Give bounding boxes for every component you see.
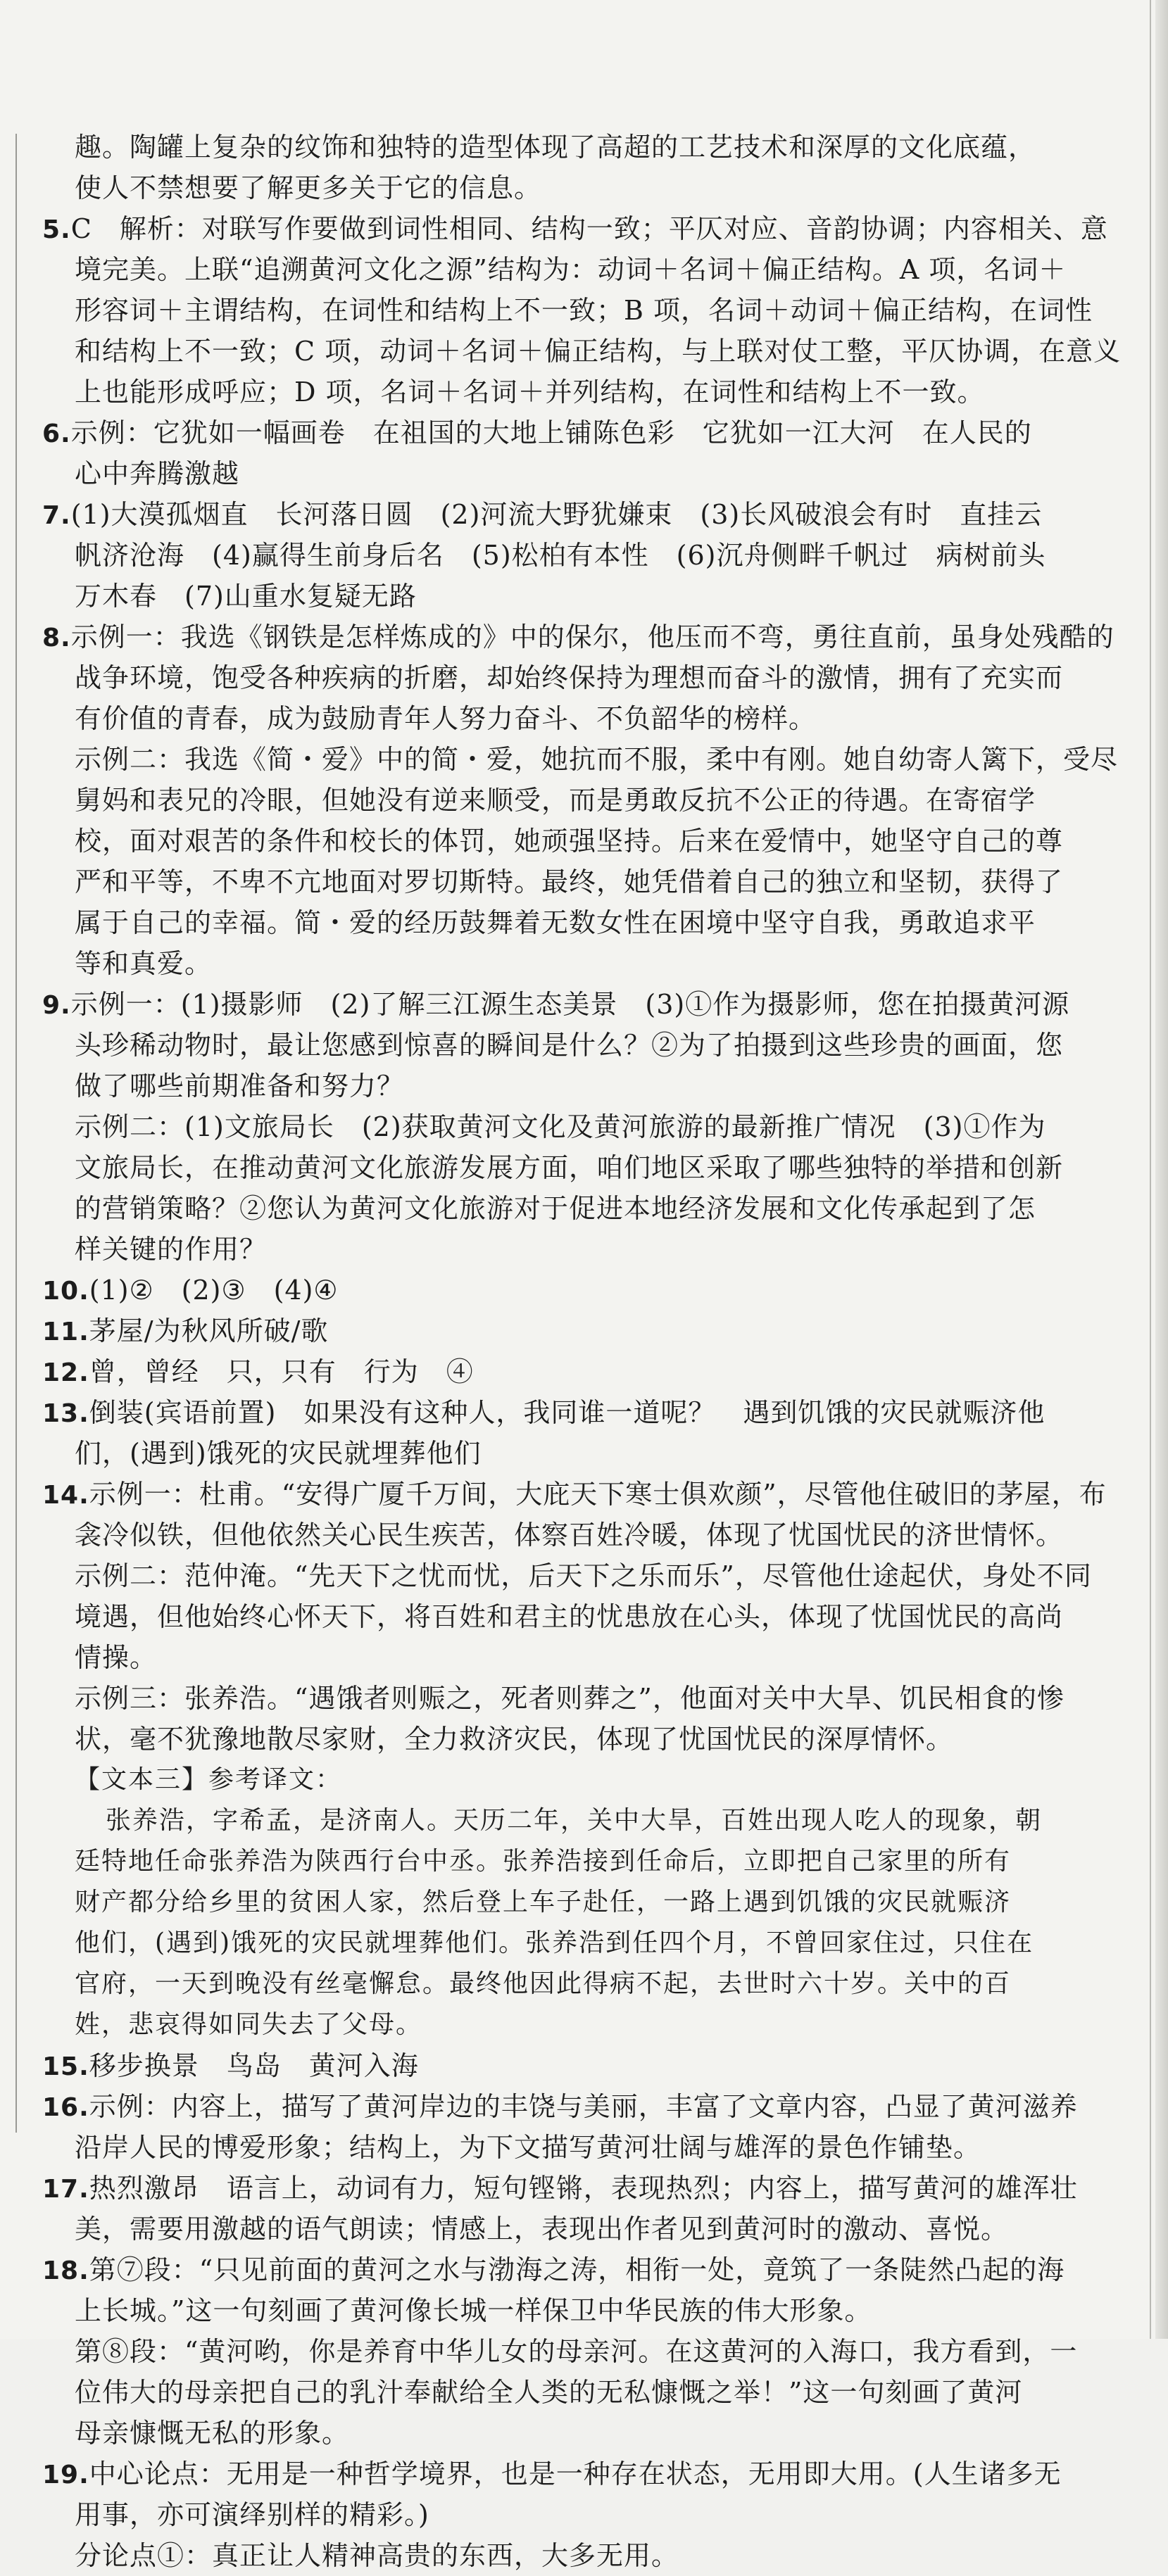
text-line — [42, 1923, 1034, 1964]
text-line — [42, 1515, 1064, 1555]
page-edge-shadow — [1155, 0, 1168, 2339]
text-line — [42, 2331, 1078, 2372]
line-text: 茅屋/为秋风所破/歌 — [89, 1315, 329, 1346]
line-text: 第⑦段：“只见前面的黄河之水与渤海之涛，相衔一处，竟筑了一条陡然凸起的海 — [89, 2254, 1065, 2285]
binding-rule — [15, 134, 17, 2133]
question-number: 6. — [42, 419, 71, 448]
line-text: 心中奔腾激越 — [75, 458, 240, 489]
line-text: 廷特地任命张养浩为陕西行台中丞。张养浩接到任命后，立即把自己家里的所有 — [75, 1847, 1012, 1876]
text-line — [42, 1882, 1028, 1923]
line-text: 示例二：范仲淹。“先天下之忧而忧，后天下之乐而乐”，尽管他仕途起伏，身处不同 — [75, 1560, 1092, 1591]
question-number: 5. — [42, 215, 71, 244]
line-text: 示例一：我选《钢铁是怎样炼成的》中的保尔，他压而不弯，勇往直前，虽身处残酷的 — [70, 621, 1114, 652]
text-line — [42, 2290, 1028, 2331]
text-line — [42, 1106, 1046, 1147]
text-line — [42, 2413, 1028, 2454]
text-line — [42, 1433, 1028, 1474]
line-text: 示例三：张养浩。“遇饿者则赈之，死者则葬之”，他面对关中大旱、饥民相食的惨 — [75, 1683, 1065, 1714]
line-text: 上也能形成呼应；D 项，名词＋名词＋并列结构，在词性和结构上不一致。 — [75, 377, 985, 408]
text-line — [42, 453, 1028, 494]
line-text: 示例二：我选《简・爱》中的简・爱，她抗而不服，柔中有刚。她自幼寄人篱下，受尽 — [75, 744, 1119, 775]
line-text: 他们，(遇到)饿死的灾民就埋葬他们。张养浩到任四个月，不曾回家住过，只住在 — [75, 1928, 1034, 1957]
text-line — [42, 494, 1043, 535]
text-line — [42, 1351, 1028, 1392]
text-line — [42, 2454, 1062, 2494]
line-text: 舅妈和表兄的冷眼，但她没有逆来顺受，而是勇敢反抗不公正的待遇。在寄宿学 — [75, 785, 1036, 816]
text-line — [42, 902, 1036, 943]
line-text: 中心论点：无用是一种哲学境界，也是一种存在状态，无用即大用。(人生诸多无 — [89, 2458, 1062, 2489]
line-text: 位伟大的母亲把自己的乳汁奉献给全人类的无私慷慨之举！”这一句刻画了黄河 — [75, 2377, 1023, 2408]
line-text: 和结构上不一致；C 项，动词＋名词＋偏正结构，与上联对仗工整，平仄协调，在意义 — [75, 336, 1122, 367]
question-number: 19. — [42, 2461, 89, 2489]
line-text: 示例：它犹如一幅画卷 在祖国的大地上铺陈色彩 它犹如一江大河 在人民的 — [70, 417, 1032, 448]
line-text: 用事，亦可演绎别样的精彩。) — [75, 2499, 429, 2530]
line-text: 万木春 (7)山重水复疑无路 — [75, 581, 417, 612]
line-text: 沿岸人民的博爱形象；结构上，为下文描写黄河壮阔与雄浑的景色作铺垫。 — [75, 2132, 981, 2163]
line-text: 移步换景 鸟岛 黄河入海 — [89, 2050, 419, 2081]
line-text: 属于自己的幸福。简・爱的经历鼓舞着无数女性在困境中坚守自我，勇敢追求平 — [75, 907, 1036, 938]
line-text: 境完美。上联“追溯黄河文化之源”结构为：动词＋名词＋偏正结构。A 项，名词＋ — [75, 254, 1067, 285]
line-text: 【文本三】参考译文： — [75, 1765, 343, 1794]
page-edge-rule — [1150, 0, 1151, 2339]
text-line — [42, 1311, 1028, 1351]
text-line — [42, 1270, 1028, 1311]
line-text: 做了哪些前期准备和努力？ — [75, 1071, 405, 1101]
text-line — [42, 1596, 1064, 1637]
text-line — [42, 657, 1064, 698]
text-line — [42, 249, 1067, 290]
text-line — [42, 2494, 1028, 2535]
line-text: 们，(遇到)饿死的灾民就埋葬他们 — [75, 1438, 482, 1469]
line-text: 等和真爱。 — [75, 948, 213, 979]
text-line — [42, 2535, 1028, 2576]
text-line — [42, 1188, 1036, 1229]
question-number: 10. — [42, 1277, 89, 1306]
text-line — [42, 2045, 1028, 2086]
text-line — [42, 1841, 1028, 1882]
line-text: 的营销策略？②您认为黄河文化旅游对于促进本地经济发展和文化传承起到了怎 — [75, 1193, 1036, 1224]
text-line — [42, 2168, 1078, 2209]
line-text: 姓，悲哀得如同失去了父母。 — [75, 2010, 423, 2039]
line-text: 示例二：(1)文旅局长 (2)获取黄河文化及黄河旅游的最新推广情况 (3)①作为 — [75, 1111, 1046, 1142]
line-text: 第⑧段：“黄河哟，你是养育中华儿女的母亲河。在这黄河的入海口，我方看到，一 — [75, 2336, 1078, 2367]
line-text: 战争环境，饱受各种疾病的折磨，却始终保持为理想而奋斗的激情，拥有了充实而 — [75, 662, 1064, 693]
line-text: 示例：内容上，描写了黄河岸边的丰饶与美丽，丰富了文章内容，凸显了黄河滋养 — [89, 2091, 1078, 2122]
question-number: 11. — [42, 1318, 89, 1346]
line-text: 母亲慷慨无私的形象。 — [75, 2418, 350, 2449]
line-text: 情操。 — [75, 1642, 158, 1673]
line-text: (1)大漠孤烟直 长河落日圆 (2)河流大野犹嫌束 (3)长风破浪会有时 直挂云 — [70, 499, 1043, 530]
line-text: 上长城。”这一句刻画了黄河像长城一样保卫中华民族的伟大形象。 — [75, 2295, 872, 2326]
line-text: 张养浩，字希孟，是济南人。天历二年，关中大旱，百姓出现人吃人的现象，朝 — [106, 1806, 1043, 1835]
question-number: 13. — [42, 1399, 89, 1428]
question-number: 16. — [42, 2093, 89, 2122]
line-text: 官府，一天到晚没有丝毫懈怠。最终他因此得病不起，去世时六十岁。关中的百 — [75, 1969, 1012, 1998]
text-line — [42, 412, 1032, 453]
line-text: 财产都分给乡里的贫困人家，然后登上车子赴任，一路上遇到饥饿的灾民就赈济 — [75, 1888, 1012, 1917]
text-line — [42, 535, 1046, 576]
text-line — [42, 2209, 1028, 2249]
line-text: C 解析：对联写作要做到词性相同、结构一致；平仄对应、音韵协调；内容相关、意 — [70, 213, 1108, 244]
text-line — [42, 2372, 1028, 2413]
text-line — [42, 127, 1036, 168]
text-line — [42, 780, 1036, 821]
question-number: 7. — [42, 501, 71, 530]
text-line — [42, 331, 1122, 372]
text-line — [42, 1637, 1028, 1678]
line-text: 境遇，但他始终心怀天下，将百姓和君主的忧患放在心头，体现了忧国忧民的高尚 — [75, 1601, 1064, 1632]
text-line — [42, 1147, 1064, 1188]
line-text: 使人不禁想要了解更多关于它的信息。 — [75, 172, 542, 203]
text-line — [42, 576, 1028, 617]
text-line — [42, 739, 1119, 780]
line-text: 校，面对艰苦的条件和校长的体罚，她顽强坚持。后来在爱情中，她坚守自己的尊 — [75, 826, 1064, 857]
text-line — [42, 1760, 1028, 1800]
question-number: 14. — [42, 1481, 89, 1510]
text-line — [42, 1678, 1065, 1719]
text-line — [42, 1025, 1064, 1066]
text-line — [42, 168, 1028, 208]
question-number: 8. — [42, 624, 71, 652]
line-text: (1)② (2)③ (4)④ — [89, 1275, 339, 1306]
text-line — [42, 1474, 1107, 1515]
question-number: 9. — [42, 991, 71, 1020]
text-line — [42, 372, 1028, 412]
text-line — [42, 1555, 1092, 1596]
text-line — [42, 2127, 1028, 2168]
line-text: 热烈激昂 语言上，动词有力，短句铿锵，表现热烈；内容上，描写黄河的雄浑壮 — [89, 2173, 1078, 2204]
line-text: 严和平等，不卑不亢地面对罗切斯特。最终，她凭借着自己的独立和坚韧，获得了 — [75, 866, 1064, 897]
text-line — [42, 943, 1028, 984]
line-text: 文旅局长，在推动黄河文化旅游发展方面，咱们地区采取了哪些独特的举措和创新 — [75, 1152, 1064, 1183]
text-line — [42, 617, 1114, 657]
line-text: 趣。陶罐上复杂的纹饰和独特的造型体现了高超的工艺技术和深厚的文化底蕴， — [75, 132, 1036, 163]
text-line — [42, 290, 1093, 331]
text-line — [42, 1392, 1045, 1433]
line-text: 分论点①：真正让人精神高贵的东西，大多无用。 — [75, 2540, 679, 2571]
text-line — [42, 698, 1028, 739]
text-line — [42, 1229, 1028, 1270]
question-number: 17. — [42, 2175, 89, 2204]
text-line — [42, 2249, 1065, 2290]
text-line — [42, 2086, 1078, 2127]
question-number: 15. — [42, 2052, 89, 2081]
line-text: 形容词＋主谓结构，在词性和结构上不一致；B 项，名词＋动词＋偏正结构，在词性 — [75, 295, 1093, 326]
text-line — [42, 984, 1070, 1025]
line-text: 衾冷似铁，但他依然关心民生疾苦，体察百姓冷暖，体现了忧国忧民的济世情怀。 — [75, 1520, 1064, 1551]
line-text: 倒装(宾语前置) 如果没有这种人，我同谁一道呢？ 遇到饥饿的灾民就赈济他 — [89, 1397, 1045, 1428]
text-line — [42, 208, 1108, 249]
line-text: 示例一：杜甫。“安得广厦千万间，大庇天下寒士俱欢颜”，尽管他住破旧的茅屋，布 — [89, 1479, 1107, 1510]
text-line — [42, 1800, 1043, 1841]
line-text: 样关键的作用？ — [75, 1234, 268, 1265]
line-text: 美，需要用激越的语气朗读；情感上，表现出作者见到黄河时的激动、喜悦。 — [75, 2214, 1009, 2244]
line-text: 曾，曾经 只，只有 行为 ④ — [89, 1356, 474, 1387]
text-line — [42, 1964, 1028, 2004]
answer-text-block — [42, 127, 1122, 2576]
question-number: 18. — [42, 2256, 89, 2285]
question-number: 12. — [42, 1358, 89, 1387]
line-text: 状，毫不犹豫地散尽家财，全力救济灾民，体现了忧国忧民的深厚情怀。 — [75, 1724, 954, 1755]
text-line — [42, 2004, 1028, 2045]
text-line — [42, 1066, 1028, 1106]
text-line — [42, 1719, 1028, 1760]
line-text: 帆济沧海 (4)赢得生前身后名 (5)松柏有本性 (6)沉舟侧畔千帆过 病树前头 — [75, 540, 1046, 571]
text-line — [42, 861, 1064, 902]
line-text: 头珍稀动物时，最让您感到惊喜的瞬间是什么？②为了拍摄到这些珍贵的画面，您 — [75, 1030, 1064, 1061]
line-text: 示例一：(1)摄影师 (2)了解三江源生态美景 (3)①作为摄影师，您在拍摄黄河源 — [70, 989, 1070, 1020]
text-line — [42, 821, 1064, 861]
line-text: 有价值的青春，成为鼓励青年人努力奋斗、不负韶华的榜样。 — [75, 703, 817, 734]
